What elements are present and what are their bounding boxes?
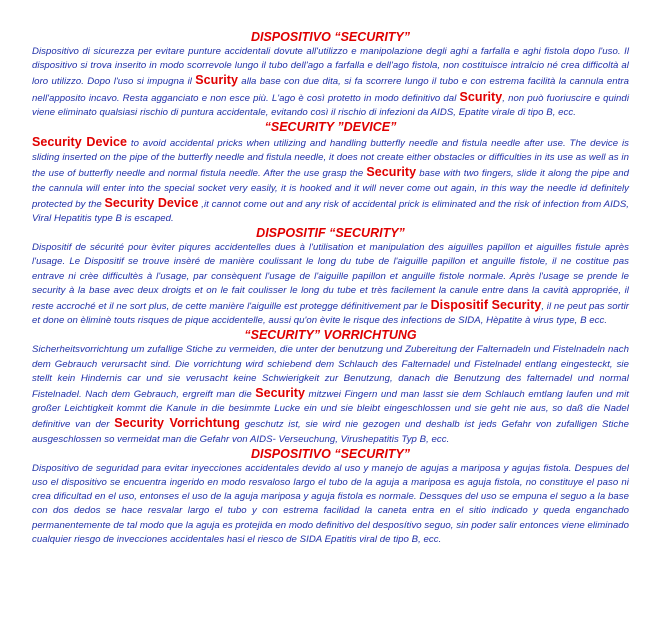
- section-text: [32, 343, 629, 446]
- section-text: [32, 135, 629, 226]
- section-title: “SECURITY ”DEVICE”: [264, 120, 397, 135]
- section-title: DISPOSITIVO “SECURITY”: [250, 30, 411, 44]
- text-segment: Dispositif de sécurité pour èviter piqures accidentelles dues à l'utilisation et manipulation des aiguilles papillon et aiguilles fistule après l'usage. Le Dispositif se trouve insèré de manière coulissant le long du tube de l'aiguille papillon et anguille fistole, il ne costitue pas entrave ni crèe difficultès à l'usage, par consèquent l'usage de l'aiguille papillon et anguille fistole normale. Après l'usage se prende le security à la base avec deux droigts et on le fait coulisser le long du tube et très facilement la canule entre dans la cavità appropriée, il reste accroché et il ne sort plus, de cette manière l'aiguille est protegge définitivement par le: [32, 242, 629, 313]
- text-segment: base with two fingers, slide it along the pipe and the cannula will enter into the special socket very easily, it is hooked and it will never come out again, in this way the needle id definitely protected by the: [32, 168, 629, 210]
- section-text: [32, 45, 629, 120]
- section-text: [32, 241, 629, 328]
- product-name-highlight: Security: [366, 165, 417, 180]
- product-name-highlight: Dispositif Security: [430, 298, 542, 313]
- section-english: [32, 120, 629, 226]
- text-segment: to avoid accidental pricks when utilizing and handling butterfly needle and fistula needle after use. The device is sliding inserted on the pipe of the butterfly needle and fistula needle, it does not create either obstacles or difficulties in its use as well as in the use of butterfly needle and normal fistula needle. After the use grasp the: [32, 138, 630, 180]
- text-segment: Dispositivo di sicurezza per evitare punture accidentali dovute all'utilizzo e manipolazione degli aghi a farfalla e aghi fistola dopo l'uso. Il dispositivo si trova inserito in modo scorrevole lungo il tubo dell'ago a farfalla e dell'ago fistola, non costituisce intralcio né crea difficoltà al loro utilizzo. Dopo l'uso si impugna il: [32, 46, 629, 88]
- product-name-highlight: Scurity: [195, 73, 238, 88]
- text-segment: geschutz ist, sie wird nie gezogen und deshalb ist jeds Gefahr von zufalligen Stiche ausgeschlossen so vermeidat man die Gefahr von AIDS- Verseuchung, Virushepatitis Typ B, ecc.: [32, 419, 629, 445]
- product-name-highlight: Scurity: [459, 89, 503, 104]
- text-segment: , il ne peut pas sortir et done on èliminè touts risques de pique accidentelle, aussi qu'on èvite le risque des infections de SIDA, Hèpatite à virus type, B ecc.: [32, 301, 629, 327]
- section-title: DISPOSITIF “SECURITY”: [256, 226, 405, 241]
- section-title: DISPOSITIVO “SECURITY”: [250, 446, 411, 461]
- section-title: “SECURITY” VORRICHTUNG: [244, 328, 417, 343]
- text-segment: Dispositivo de seguridad para evitar inyecciones accidentales devido al uso y manejo de agujas a mariposa y agujas fistola. Despues del uso el dispositivo se encuentra ingerido en modo resvaloso largo el tubo de la aguja a mariposa es aguja fistola, no constituye el paso ni crea dificultad en el uso, entonses el uso de la aguja mariposa y aguja fistola es normale. Dessques del uso se empuna el seguo a la base con dos dedos se hace resvalar largo el tubo y con estrema facilidad la caneta entra en el sitio indicado y queda enganchado permanentemente de tal modo que la aguja es protejida en modo definitivo del desposítivo seguo, sin poder salir entonces viene eliminado cualquier riesgo de invecciones accidentales hasi el riesco de SIDA Epatitis viral de tipo B, ecc.: [32, 462, 629, 545]
- section-german: [32, 328, 629, 446]
- text-segment: ,it cannot come out and any risk of accidental prick is eliminated and the risk of infection from AIDS, Viral Hepatitis type B is escaped.: [32, 198, 629, 225]
- section-french: [32, 226, 629, 328]
- section-text: [32, 462, 629, 547]
- text-segment: alla base con due dita, si fa scorrere lungo il tubo e con estrema facilità la cannula entra nell'apposito incavo. Resta agganciato e non esce più. L'ago è così protetto in modo definitivo dal: [32, 76, 629, 104]
- product-name-highlight: Security: [255, 386, 305, 401]
- text-segment: , non può fuoriuscire e quindi viene eliminato qualsiasi rischio di puntura accidentale, evitando così il rischio di infezioni da AIDS, Epatite virale di tipo B, ecc.: [32, 92, 630, 118]
- text-segment: mitzwei Fingern und man lasst sie dem Schlauch emtlang laufen und mit großer Leichtigkeit kommt die Kanule in die besimmte Lucke ein und sie bleibt eingeschlossen und sie geht nie aus, so daß die Nadel definitive van der: [32, 389, 629, 431]
- section-spanish: [32, 447, 629, 547]
- product-name-highlight: Security Vorrichtung: [114, 416, 240, 431]
- text-segment: Sicherheitsvorrichtung um zufallige Stiche zu vermeiden, die unter der benutzung und Zubereitung der Falternadeln und Fistelnadeln nach dem Gebrauch verursacht sind. Die vorrichtung wird schiebend dem Schlauch des Falternadel und Fistelnadel entlang eingesteckt, sie stellt kein Hindernis car und sie verusacht keine Schwierigkeit zur Benutzung, danach die Benutzung des falternadel und normal Fistelnadel. Nach dem Gebrauch, ergreift man die: [32, 344, 629, 401]
- section-italian: [32, 30, 629, 120]
- product-name-highlight: Security Device: [32, 135, 127, 150]
- product-name-highlight: Security Device: [104, 195, 199, 210]
